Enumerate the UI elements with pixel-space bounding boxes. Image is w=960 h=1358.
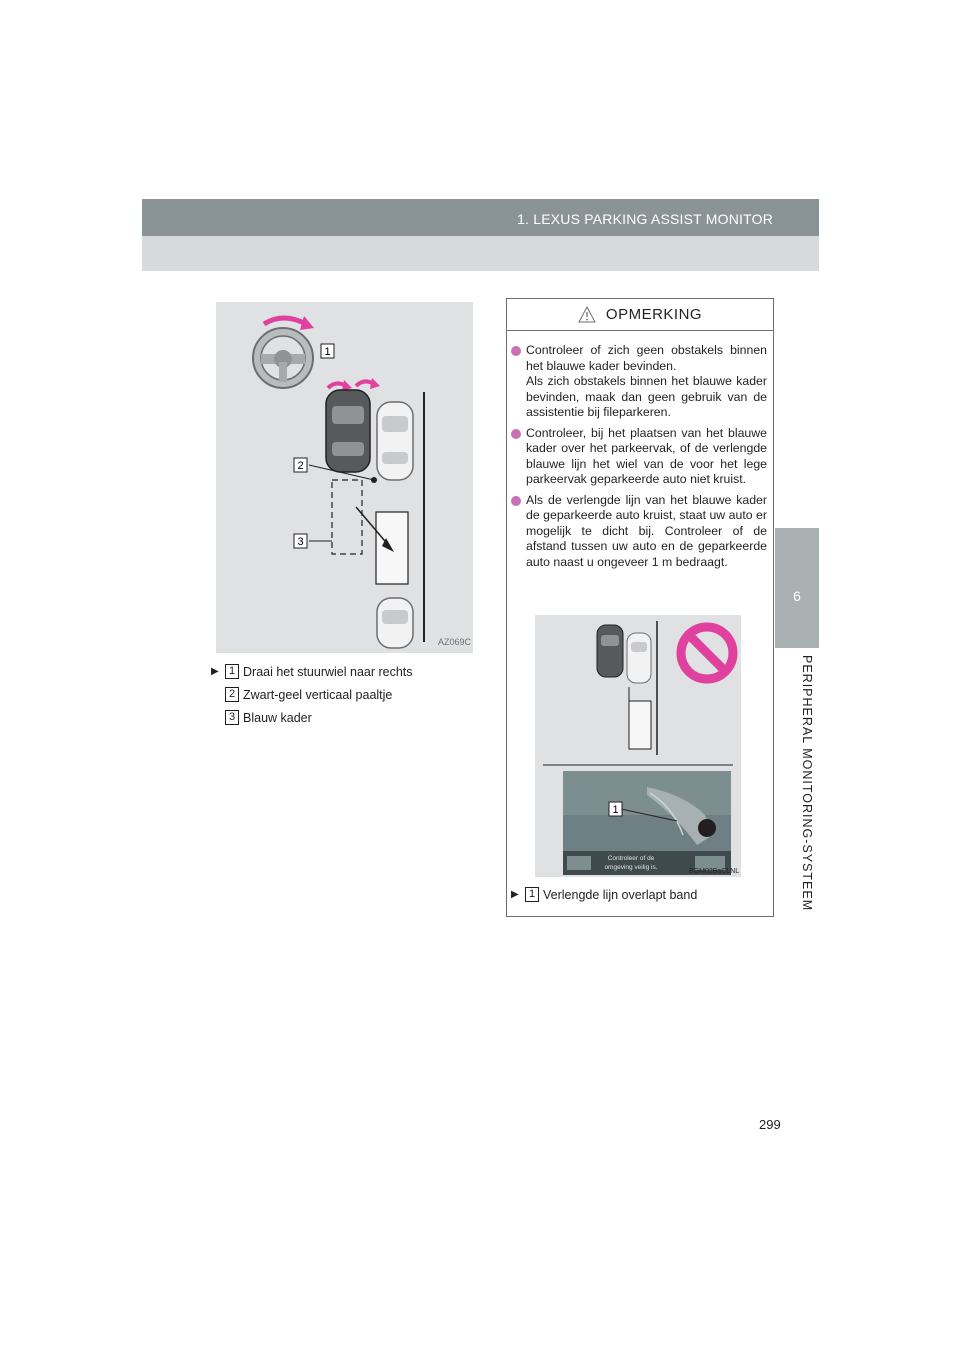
bullet-text: Controleer of zich geen obstakels binnen het blauwe kader bevinden. Als zich obstakels binnen het blauwe kader bevinden, maak dan geen gebruik van de assistentie bij fileparkeren. [526,343,767,419]
chapter-number: 6 [793,588,801,604]
monitor-illustration [535,615,741,877]
bullet-text: Controleer, bij het plaatsen van het blauwe kader over het parkeervak, of de verlengde blauwe lijn het wiel van de voor het lege parkeervak geparkeerde auto niet kruist. [526,425,767,486]
bullet-dot-icon [511,429,521,439]
notice-bullets [507,343,773,575]
svg-text:2: 2 [297,460,304,472]
own-car-icon [326,390,370,472]
callout-1 [321,344,334,358]
screen-message-1: Controleer of de [607,855,655,862]
caption-row [211,706,413,729]
figure-code: BGM02BaCLNL [689,868,740,875]
bullet-item [507,426,773,488]
figure-captions [211,660,413,729]
warning-icon [578,306,596,324]
caption-number: 1 [525,887,539,902]
caption-text: Zwart-geel verticaal paaltje [243,687,393,702]
bullet-item [507,493,773,571]
steer-arrow [264,318,306,324]
bullet-text: Als de verlengde lijn van het blauwe kader de geparkeerde auto kruist, staat uw auto er mogelijk te dicht bij. Controleer of de afstand tussen uw auto en de geparkeerde auto naast u ongeveer 1 m bedraagt. [526,492,767,569]
bullet-dot-icon [511,496,521,506]
figure-code: AZ069C [438,637,472,647]
notice-caption [511,887,697,902]
caption-row [211,683,413,706]
steering-wheel-icon [253,328,313,388]
caption-number: 2 [225,687,239,702]
section-title: 1. LEXUS PARKING ASSIST MONITOR [517,211,773,227]
page-number: 299 [759,1117,781,1132]
bullet-item [507,343,773,421]
parked-car-front-icon [377,402,413,480]
svg-text:3: 3 [297,536,304,548]
header-bar [142,199,819,236]
notice-box [506,298,774,917]
caption-number: 1 [225,664,239,679]
monitor-screen [563,771,731,875]
header-sub-bar [142,236,819,271]
chapter-label: PERIPHERAL MONITORING-SYSTEEM [800,655,814,912]
prohibit-icon [681,627,733,679]
caption-text: Draai het stuurwiel naar rechts [243,664,413,679]
svg-text:1: 1 [612,804,619,816]
arrow-right-icon: ▶ [511,889,519,900]
screen-message-2: omgeving veilig is. [604,864,658,871]
own-car-icon [597,625,623,677]
bullet-dot-icon [511,346,521,356]
svg-text:1: 1 [324,346,331,358]
arrow-right-icon: ▶ [211,666,219,677]
notice-title: OPMERKING [605,306,703,323]
parking-illustration [216,302,473,653]
parked-car-rear-icon [377,598,413,648]
callout-3 [294,534,307,548]
parked-car-icon [627,633,651,683]
notice-header [507,299,773,331]
callout-2 [294,458,307,472]
caption-text: Verlengde lijn overlapt band [543,887,698,902]
callout-1 [609,802,622,816]
caption-text: Blauw kader [243,710,312,725]
caption-number: 3 [225,710,239,725]
caption-row [211,660,413,683]
